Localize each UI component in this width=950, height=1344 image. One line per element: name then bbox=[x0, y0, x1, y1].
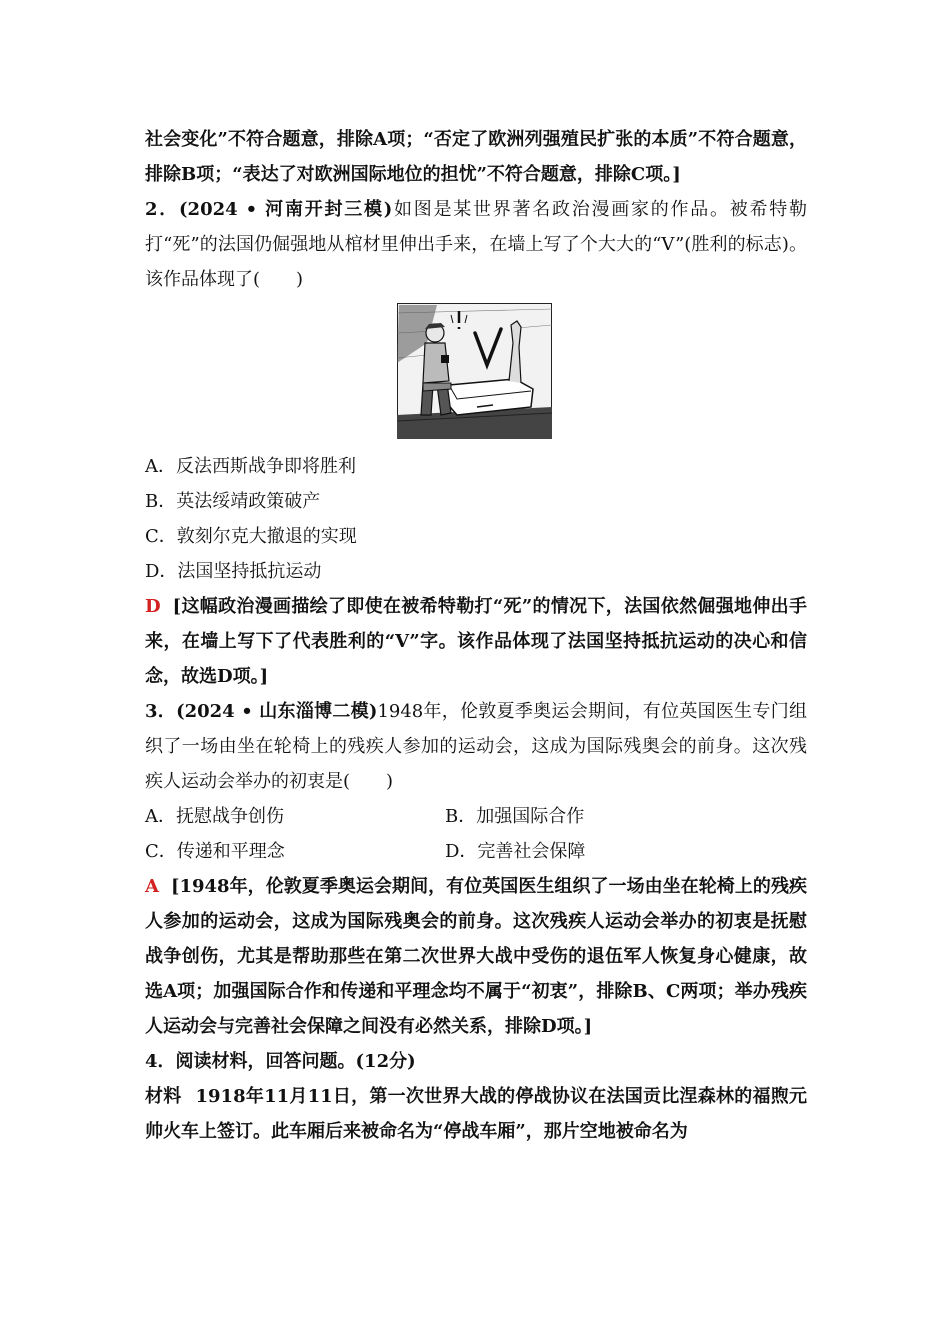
q4-material bbox=[145, 1079, 807, 1149]
q2-option-d: D．法国坚持抵抗运动 bbox=[145, 561, 322, 582]
q3-stem bbox=[145, 694, 807, 799]
q1-explanation-tail: 社会变化”不符合题意，排除A项；“否定了欧洲列强殖民扩张的本质”不符合题意，排除B项；“表达了对欧洲国际地位的担忧”不符合题意，排除C项。] bbox=[145, 129, 807, 185]
q3-option-a: A．抚慰战争创伤 bbox=[145, 806, 284, 827]
q3-option-c: C．传递和平理念 bbox=[145, 841, 285, 862]
q2-stem-text: 如图是某世界著名政治漫画家的作品。被希特勒打“死”的法国仍倔强地从棺材里伸出手来，在墙上写了个大大的“V”(胜利的标志)。该作品体现了( ) bbox=[145, 199, 807, 290]
q3-answer bbox=[145, 869, 807, 1044]
q3-number: 3． bbox=[145, 701, 177, 722]
q3-source: (2024 • 山东淄博二模) bbox=[176, 701, 378, 722]
q3-options-row-2 bbox=[145, 834, 807, 869]
q3-option-d: D．完善社会保障 bbox=[445, 841, 586, 862]
q2-option-b: B．英法绥靖政策破产 bbox=[145, 491, 321, 512]
q4-material-text: 1918年11月11日，第一次世界大战的停战协议在法国贡比涅森林的福煦元帅火车上签订。此车厢后来被命名为“停战车厢”，那片空地被命名为 bbox=[145, 1086, 808, 1142]
q3-options-row-1 bbox=[145, 799, 807, 834]
q3-answer-letter: A bbox=[145, 876, 159, 897]
q2-answer bbox=[145, 589, 807, 694]
q2-explanation: [这幅政治漫画描绘了即使在被希特勒打“死”的情况下，法国依然倔强地伸出手来，在墙上写下了代表胜利的“V”字。该作品体现了法国坚持抵抗运动的决心和信念，故选D项。] bbox=[145, 596, 807, 687]
q4-material-label: 材料 bbox=[145, 1086, 182, 1107]
q2-stem bbox=[145, 192, 807, 297]
q2-number: 2． bbox=[145, 199, 180, 220]
q2-answer-letter: D bbox=[145, 596, 161, 617]
political-cartoon-image bbox=[397, 303, 552, 439]
q3-stem-text: 1948年，伦敦夏季奥运会期间，有位英国医生专门组织了一场由坐在轮椅上的残疾人参加的运动会，这成为国际残奥会的前身。这次残疾人运动会举办的初衷是( ) bbox=[145, 701, 807, 792]
q2-source: (2024 • 河南开封三模) bbox=[179, 199, 393, 220]
q4-stem: 4．阅读材料，回答问题。(12分) bbox=[145, 1051, 416, 1072]
q3-explanation: [1948年，伦敦夏季奥运会期间，有位英国医生组织了一场由坐在轮椅上的残疾人参加的运动会，这成为国际残奥会的前身。这次残疾人运动会举办的初衷是抚慰战争创伤，尤其是帮助那些在第二次世界大战中受伤的退伍军人恢复身心健康，故选A项；加强国际合作和传递和平理念均不属于“初衷”，排除B、C两项；举办残疾人运动会与完善社会保障之间没有必然关系，排除D项。] bbox=[145, 876, 807, 1037]
q3-option-b: B．加强国际合作 bbox=[445, 806, 585, 827]
q2-option-a: A．反法西斯战争即将胜利 bbox=[145, 456, 356, 477]
q2-option-c: C．敦刻尔克大撤退的实现 bbox=[145, 526, 357, 547]
document-body bbox=[145, 122, 807, 1149]
